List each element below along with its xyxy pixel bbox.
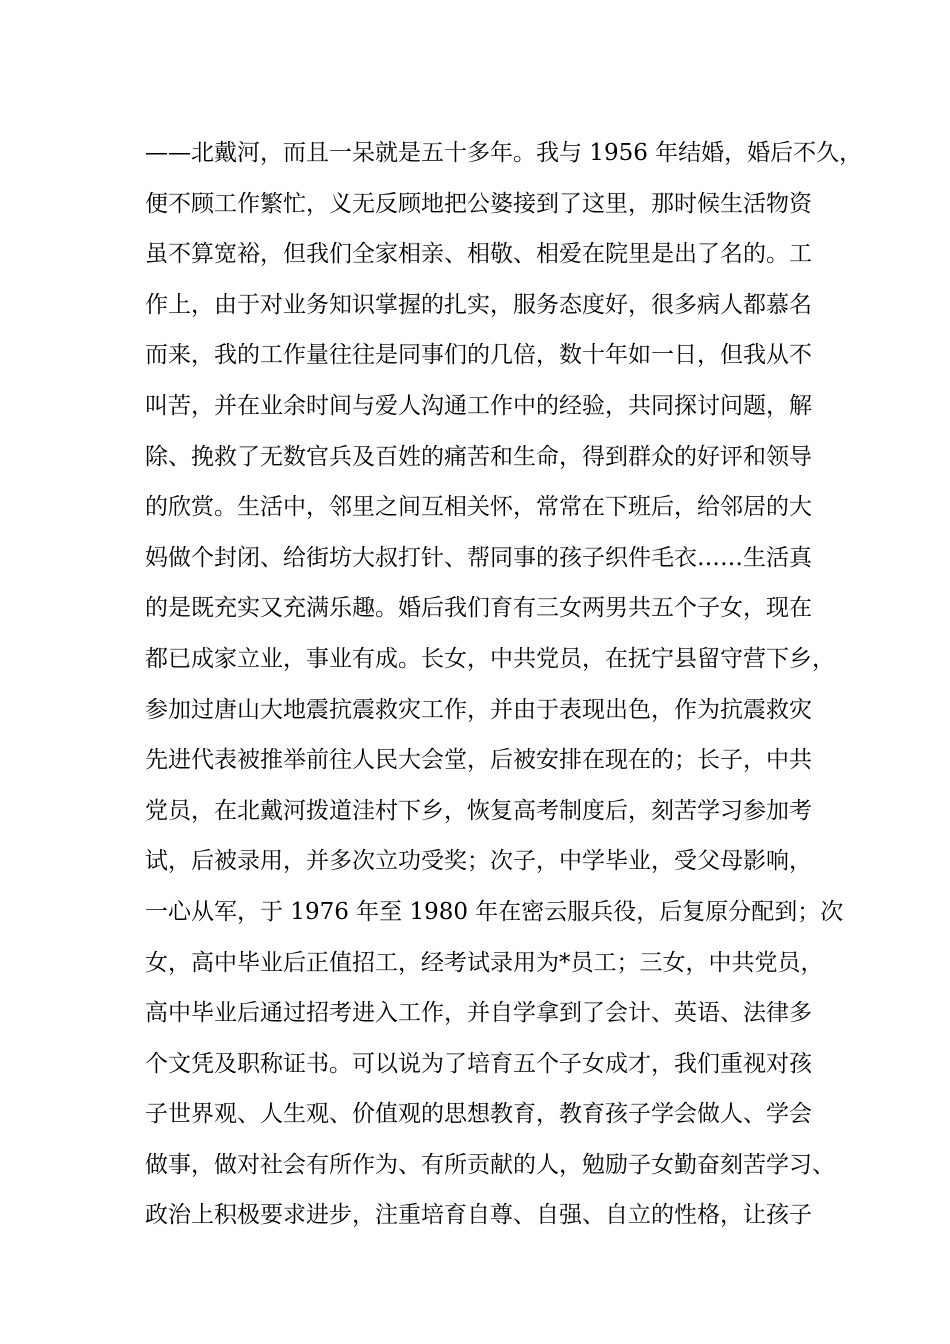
text-line: 党员，在北戴河拨道洼村下乡，恢复高考制度后，刻苦学习参加考 <box>145 797 812 824</box>
text-line: 便不顾工作繁忙，义无反顾地把公婆接到了这里，那时候生活物资 <box>145 190 812 217</box>
text-line: 的欣赏。生活中，邻里之间互相关怀，常常在下班后，给邻居的大 <box>145 494 812 521</box>
text-line: 试，后被录用，并多次立功受奖；次子，中学毕业，受父母影响， <box>145 848 812 875</box>
text-line: 作上，由于对业务知识掌握的扎实，服务态度好，很多病人都慕名 <box>145 291 812 318</box>
text-line: 政治上积极要求进步，注重培育自尊、自强、自立的性格，让孩子 <box>145 1202 812 1229</box>
text-line: 都已成家立业，事业有成。长女，中共党员，在抚宁县留守营下乡， <box>145 645 835 672</box>
text-line: 子世界观、人生观、价值观的思想教育，教育孩子学会做人、学会 <box>145 1101 812 1128</box>
text-line: ——北戴河，而且一呆就是五十多年。我与 1956 年结婚，婚后不久， <box>145 140 863 166</box>
text-line: 参加过唐山大地震抗震救灾工作，并由于表现出色，作为抗震救灾 <box>145 696 812 723</box>
text-line: 的是既充实又充满乐趣。婚后我们育有三女两男共五个子女，现在 <box>145 595 812 622</box>
text-line: 虽不算宽裕，但我们全家相亲、相敬、相爱在院里是出了名的。工 <box>145 241 812 268</box>
text-line: 而来，我的工作量往往是同事们的几倍，数十年如一日，但我从不 <box>145 342 812 369</box>
text-line: 女，高中毕业后正值招工，经考试录用为*员工；三女，中共党员， <box>145 949 824 976</box>
text-line: 先进代表被推举前往人民大会堂，后被安排在现在的；长子，中共 <box>145 747 812 774</box>
text-line: 妈做个封闭、给街坊大叔打针、帮同事的孩子织件毛衣……生活真 <box>145 544 812 571</box>
text-line: 除、挽救了无数官兵及百姓的痛苦和生命，得到群众的好评和领导 <box>145 443 812 470</box>
text-line: 个文凭及职称证书。可以说为了培育五个子女成才，我们重视对孩 <box>145 1050 812 1077</box>
text-line: 做事，做对社会有所作为、有所贡献的人，勉励子女勤奋刻苦学习、 <box>145 1151 835 1178</box>
body-text <box>145 128 863 1241</box>
text-line: 叫苦，并在业余时间与爱人沟通工作中的经验，共同探讨问题，解 <box>145 392 812 419</box>
text-line: 高中毕业后通过招考进入工作，并自学拿到了会计、英语、法律多 <box>145 1000 812 1027</box>
text-line: 一心从军，于 1976 年至 1980 年在密云服兵役，后复原分配到；次 <box>145 898 844 925</box>
